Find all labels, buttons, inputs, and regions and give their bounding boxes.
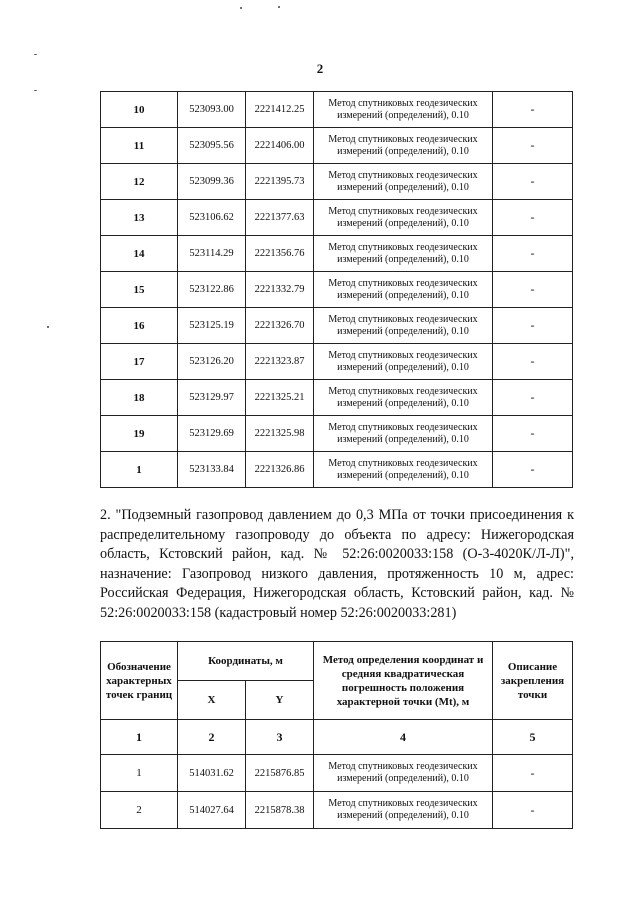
method-cell: Метод спутниковых геодезических измерений (определений), 0.10 — [314, 92, 493, 128]
scan-speck — [47, 326, 49, 328]
description-cell: - — [493, 344, 573, 380]
method-cell: Метод спутниковых геодезических измерений (определений), 0.10 — [314, 272, 493, 308]
table-row — [101, 380, 573, 416]
header-coordinates: Координаты, м — [178, 642, 314, 681]
coord-y-cell: 2221325.98 — [246, 416, 314, 452]
header-y: Y — [246, 681, 314, 720]
method-cell: Метод спутниковых геодезических измерений (определений), 0.10 — [314, 416, 493, 452]
description-cell: - — [493, 792, 573, 829]
description-cell: - — [493, 308, 573, 344]
coord-x-cell: 523126.20 — [178, 344, 246, 380]
description-cell: - — [493, 128, 573, 164]
coord-y-cell: 2221326.86 — [246, 452, 314, 488]
point-number-cell: 13 — [101, 200, 178, 236]
coord-y-cell: 2221412.25 — [246, 92, 314, 128]
coord-y-cell: 2215876.85 — [246, 755, 314, 792]
scan-speck — [34, 54, 37, 55]
point-number-cell: 1 — [101, 755, 178, 792]
coord-x-cell: 523129.69 — [178, 416, 246, 452]
scan-speck — [240, 7, 242, 9]
method-cell: Метод спутниковых геодезических измерений (определений), 0.10 — [314, 308, 493, 344]
table-row — [101, 308, 573, 344]
index-cell: 1 — [101, 720, 178, 755]
method-cell: Метод спутниковых геодезических измерений (определений), 0.10 — [314, 236, 493, 272]
table-row — [101, 236, 573, 272]
description-cell: - — [493, 416, 573, 452]
point-number-cell: 10 — [101, 92, 178, 128]
table-row — [101, 200, 573, 236]
point-number-cell: 2 — [101, 792, 178, 829]
description-cell: - — [493, 272, 573, 308]
method-cell: Метод спутниковых геодезических измерений (определений), 0.10 — [314, 792, 493, 829]
method-cell: Метод спутниковых геодезических измерений (определений), 0.10 — [314, 200, 493, 236]
coord-x-cell: 514027.64 — [178, 792, 246, 829]
point-number-cell: 18 — [101, 380, 178, 416]
coord-x-cell: 514031.62 — [178, 755, 246, 792]
point-number-cell: 1 — [101, 452, 178, 488]
point-number-cell: 14 — [101, 236, 178, 272]
table-row — [101, 792, 573, 829]
object-description-paragraph: 2. "Подземный газопровод давлением до 0,3 МПа от точки присоединения к распределительному газопроводу до объекта по адресу: Нижегородская область, Кстовский район, кад. № 52:26:0020033:158 (О-3-4020К/Л-Л)", назначение: Газопровод низкого давления, протяженность 10 м, адрес: Российская Федерация, Нижегородская область, Кстовский район, кад. № 52:26:0020033:158 (кадастровый номер 52:26:0020033:281) — [100, 507, 574, 621]
coordinates-table-2 — [100, 641, 573, 829]
scan-speck — [278, 6, 280, 8]
index-cell: 4 — [314, 720, 493, 755]
method-cell: Метод спутниковых геодезических измерений (определений), 0.10 — [314, 452, 493, 488]
coord-x-cell: 523093.00 — [178, 92, 246, 128]
coord-y-cell: 2221323.87 — [246, 344, 314, 380]
table-row — [101, 92, 573, 128]
description-cell: - — [493, 92, 573, 128]
method-cell: Метод спутниковых геодезических измерений (определений), 0.10 — [314, 344, 493, 380]
coord-y-cell: 2221356.76 — [246, 236, 314, 272]
description-cell: - — [493, 380, 573, 416]
coord-y-cell: 2221325.21 — [246, 380, 314, 416]
coord-y-cell: 2221377.63 — [246, 200, 314, 236]
header-x: X — [178, 681, 246, 720]
method-cell: Метод спутниковых геодезических измерений (определений), 0.10 — [314, 128, 493, 164]
coord-x-cell: 523095.56 — [178, 128, 246, 164]
coord-y-cell: 2221326.70 — [246, 308, 314, 344]
table-row — [101, 128, 573, 164]
table-row — [101, 452, 573, 488]
table-row — [101, 164, 573, 200]
coord-y-cell: 2221406.00 — [246, 128, 314, 164]
coord-x-cell: 523125.19 — [178, 308, 246, 344]
coord-x-cell: 523106.62 — [178, 200, 246, 236]
description-cell: - — [493, 164, 573, 200]
method-cell: Метод спутниковых геодезических измерений (определений), 0.10 — [314, 380, 493, 416]
point-number-cell: 16 — [101, 308, 178, 344]
point-number-cell: 12 — [101, 164, 178, 200]
table-row — [101, 272, 573, 308]
description-cell: - — [493, 755, 573, 792]
coordinates-table-1 — [100, 91, 573, 488]
point-number-cell: 17 — [101, 344, 178, 380]
index-cell: 5 — [493, 720, 573, 755]
table-row — [101, 755, 573, 792]
table-row — [101, 416, 573, 452]
coord-y-cell: 2215878.38 — [246, 792, 314, 829]
coord-x-cell: 523114.29 — [178, 236, 246, 272]
coord-x-cell: 523122.86 — [178, 272, 246, 308]
coord-y-cell: 2221332.79 — [246, 272, 314, 308]
point-number-cell: 11 — [101, 128, 178, 164]
description-cell: - — [493, 200, 573, 236]
method-cell: Метод спутниковых геодезических измерений (определений), 0.10 — [314, 164, 493, 200]
coord-y-cell: 2221395.73 — [246, 164, 314, 200]
table-row — [101, 344, 573, 380]
header-designation: Обозначение характерных точек границ — [101, 642, 178, 720]
index-cell: 3 — [246, 720, 314, 755]
coord-x-cell: 523129.97 — [178, 380, 246, 416]
coord-x-cell: 523099.36 — [178, 164, 246, 200]
scan-speck — [34, 90, 37, 91]
description-cell: - — [493, 236, 573, 272]
point-number-cell: 15 — [101, 272, 178, 308]
point-number-cell: 19 — [101, 416, 178, 452]
page-number: 2 — [316, 61, 324, 76]
method-cell: Метод спутниковых геодезических измерений (определений), 0.10 — [314, 755, 493, 792]
description-cell: - — [493, 452, 573, 488]
header-description: Описание закрепления точки — [493, 642, 573, 720]
header-method: Метод определения координат и средняя квадратическая погрешность положения характерной точки (Mt), м — [314, 642, 493, 720]
index-cell: 2 — [178, 720, 246, 755]
coord-x-cell: 523133.84 — [178, 452, 246, 488]
